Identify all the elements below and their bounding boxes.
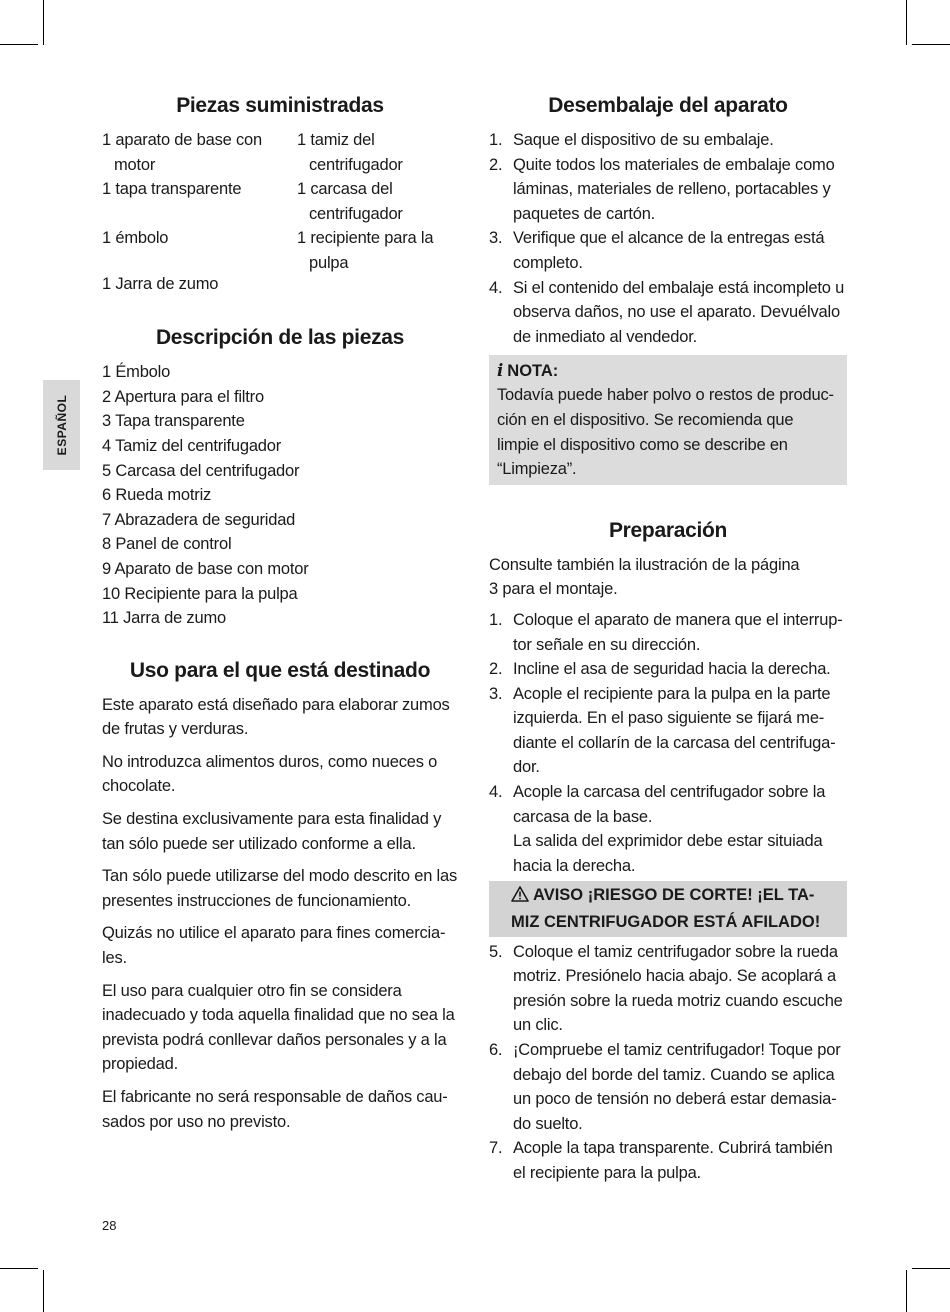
section-title: Piezas suministradas: [176, 94, 384, 117]
step-number: 3.: [489, 229, 503, 248]
unpacking-section: [489, 92, 847, 485]
list-item: 4 Tamiz del centrifugador: [102, 436, 282, 455]
crop-mark: [0, 1268, 38, 1269]
step-number: 7.: [489, 1139, 503, 1158]
page-number: 28: [102, 1218, 117, 1233]
paragraph: Quizás no utilice el aparato para fines comercia-les.: [102, 924, 446, 968]
step-item: [489, 153, 847, 227]
step-item: [489, 276, 847, 350]
right-column: [489, 92, 847, 1214]
list-item: 1 tapa transparente: [102, 180, 242, 199]
warning-text: AVISO ¡RIESGO DE CORTE! ¡EL TA-MIZ CENTRIFUGADOR ESTÁ AFILADO!: [511, 886, 821, 932]
crop-mark: [906, 1270, 907, 1312]
step-number: 4.: [489, 278, 503, 297]
step-number: 2.: [489, 155, 503, 174]
intro-line: 3 para el montaje.: [489, 580, 618, 599]
parts-description-section: [102, 324, 458, 631]
step-number: 1.: [489, 131, 503, 149]
list-item: 1 Émbolo: [102, 363, 171, 382]
step-number: 5.: [489, 942, 503, 961]
warning-triangle-icon: [511, 885, 529, 910]
language-tab-label: ESPAÑOL: [54, 394, 69, 456]
list-item: 8 Panel de control: [102, 535, 232, 554]
step-number: 2.: [489, 660, 503, 679]
step-item: [489, 1136, 847, 1185]
step-text: Saque el dispositivo de su embalaje.: [513, 131, 774, 149]
list-item: 10 Recipiente para la pulpa: [102, 584, 298, 603]
list-item: 1 émbolo: [102, 229, 169, 248]
step-text: Quite todos los materiales de embalaje como láminas, materiales de relleno, portacables y paquetes de cartón.: [513, 155, 835, 223]
step-text: Acople la carcasa del centrifugador sobre la carcasa de la base.: [513, 783, 826, 826]
step-number: 6.: [489, 1041, 503, 1059]
section-title: Uso para el que está destinado: [129, 658, 431, 682]
step-item: [489, 940, 847, 1038]
step-text: Incline el asa de seguridad hacia la derecha.: [513, 660, 831, 679]
step-text: Acople la tapa transparente. Cubrirá también el recipiente para la pulpa.: [513, 1139, 833, 1182]
crop-mark: [0, 44, 38, 45]
step-item: [489, 1038, 847, 1136]
step-text: ¡Compruebe el tamiz centrifugador! Toque por debajo del borde del tamiz. Cuando se aplica un poco de tensión no deberá estar demasia-do suelto.: [513, 1041, 841, 1133]
empty-cell: [297, 276, 457, 297]
list-item: 1 recipiente para la pulpa: [297, 229, 434, 272]
step-number: 4.: [489, 783, 503, 802]
step-number: 1.: [489, 610, 503, 629]
paragraph: Tan sólo puede utilizarse del modo descrito en las presentes instrucciones de funcionamiento.: [102, 867, 458, 910]
left-column: [102, 92, 458, 1162]
warning-box: [489, 881, 847, 936]
list-item: 9 Aparato de base con motor: [102, 559, 309, 578]
note-title: [497, 359, 839, 383]
step-text: Verifique que el alcance de la entregas está completo.: [513, 229, 825, 272]
preparation-section: [489, 517, 847, 1186]
list-item: 1 Jarra de zumo: [102, 274, 219, 293]
step-text: Coloque el tamiz centrifugador sobre la rueda motriz. Presiónelo hacia abajo. Se acoplará a presión sobre la rueda motriz cuando escuche un clic.: [513, 942, 843, 1035]
list-item: 1 tamiz del centrifugador: [297, 131, 403, 174]
step-text: Acople el recipiente para la pulpa en la parte izquierda. En el paso siguiente se fijará me-diante el collarín de la carcasa del centrifuga-dor.: [513, 684, 836, 777]
list-item: 2 Apertura para el filtro: [102, 387, 264, 406]
note-text: Todavía puede haber polvo o restos de produc-ción en el dispositivo. Se recomienda que limpie el dispositivo como se describe en “Limpieza”.: [497, 386, 834, 479]
step-item: [489, 128, 847, 153]
step-item: [489, 780, 847, 878]
section-title: Desembalaje del aparato: [548, 94, 788, 117]
section-title: Descripción de las piezas: [155, 326, 405, 350]
list-item: 6 Rueda motriz: [102, 486, 212, 505]
intro-text: [489, 553, 847, 602]
preparation-steps-continued: [489, 940, 847, 1186]
step-item: [489, 608, 847, 657]
list-item: 1 aparato de base con motor: [102, 131, 263, 174]
step-item: [489, 226, 847, 275]
crop-mark: [912, 44, 950, 45]
list-item: 3 Tapa transparente: [102, 412, 245, 431]
intro-line: Consulte también la ilustración de la página: [489, 555, 800, 574]
list-item: 11 Jarra de zumo: [102, 609, 226, 628]
step-text: Si el contenido del embalaje está incompleto u observa daños, no use el aparato. Devuélvalo de inmediato al vendedor.: [513, 278, 845, 346]
language-tab: [43, 380, 80, 470]
crop-mark: [912, 1268, 950, 1269]
paragraph: Se destina exclusivamente para esta finalidad y tan sólo puede ser utilizado conforme a ella.: [102, 810, 442, 853]
paragraph: No introduzca alimentos duros, como nueces o chocolate.: [102, 752, 438, 796]
paragraph: El fabricante no será responsable de daños cau-sados por uso no previsto.: [102, 1088, 448, 1131]
section-title: Preparación: [608, 518, 728, 542]
step-extra-text: La salida del exprimidor debe estar situiada hacia la derecha.: [513, 832, 823, 875]
note-box: [489, 355, 847, 484]
crop-mark: [43, 1270, 44, 1312]
info-icon: i: [497, 361, 504, 381]
list-item: 1 carcasa del centrifugador: [297, 180, 403, 223]
unpacking-steps: [489, 128, 847, 349]
paragraph: El uso para cualquier otro fin se considera inadecuado y toda aquella finalidad que no sea la prevista podrá conllevar daños personales y a la propiedad.: [102, 981, 455, 1074]
paragraph: Este aparato está diseñado para elaborar zumos de frutas y verduras.: [102, 695, 450, 739]
intended-use-section: [102, 657, 458, 1135]
step-text: Coloque el aparato de manera que el interrup-tor señale en su dirección.: [513, 610, 843, 654]
list-item: 7 Abrazadera de seguridad: [102, 510, 296, 529]
parts-supplied-list: [102, 128, 458, 296]
preparation-steps: [489, 608, 847, 879]
list-item: 5 Carcasa del centrifugador: [102, 461, 300, 480]
step-item: [489, 657, 847, 682]
step-item: [489, 682, 847, 780]
parts-supplied-section: [102, 92, 458, 296]
crop-mark: [43, 0, 44, 45]
step-number: 3.: [489, 684, 503, 703]
crop-mark: [906, 0, 907, 45]
parts-description-list: [102, 360, 458, 631]
note-title-text: NOTA:: [507, 362, 559, 381]
